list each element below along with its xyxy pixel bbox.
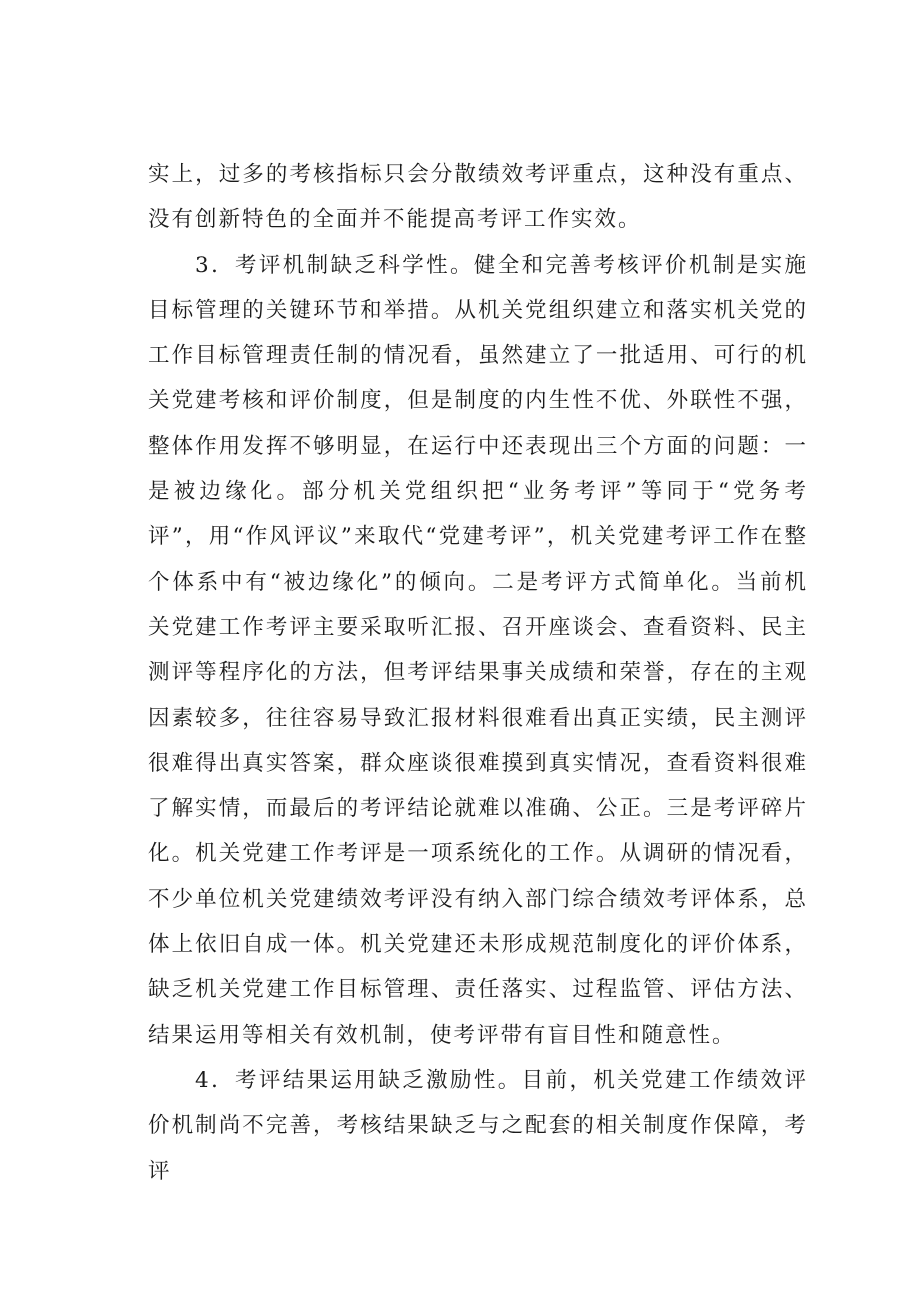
document-body (148, 152, 808, 1194)
paragraph-continuation: 实上，过多的考核指标只会分散绩效考评重点，这种没有重点、没有创新特色的全面并不能提高考评工作实效。 (148, 162, 808, 233)
paragraph-section-3: 3．考评机制缺乏科学性。健全和完善考核评价机制是实施目标管理的关键环节和举措。从机关党组织建立和落实机关党的工作目标管理责任制的情况看，虽然建立了一批适用、可行的机关党建考核和评价制度，但是制度的内生性不优、外联性不强，整体作用发挥不够明显，在运行中还表现出三个方面的问题：一是被边缘化。部分机关党组织把“业务考评”等同于“党务考评”，用“作风评议”来取代“党建考评”，机关党建考评工作在整个体系中有“被边缘化”的倾向。二是考评方式简单化。当前机关党建工作考评主要采取听汇报、召开座谈会、查看资料、民主测评等程序化的方法，但考评结果事关成绩和荣誉，存在的主观因素较多，往往容易导致汇报材料很难看出真正实绩，民主测评很难得出真实答案，群众座谈很难摸到真实情况，查看资料很难了解实情，而最后的考评结论就难以准确、公正。三是考评碎片化。机关党建工作考评是一项系统化的工作。从调研的情况看，不少单位机关党建绩效考评没有纳入部门综合绩效考评体系，总体上依旧自成一体。机关党建还未形成规范制度化的评价体系，缺乏机关党建工作目标管理、责任落实、过程监管、评估方法、结果运用等相关有效机制，使考评带有盲目性和随意性。 (148, 252, 808, 1048)
paragraph-section-4: 4．考评结果运用缺乏激励性。目前，机关党建工作绩效评价机制尚不完善，考核结果缺乏与之配套的相关制度作保障，考评 (148, 1067, 808, 1184)
